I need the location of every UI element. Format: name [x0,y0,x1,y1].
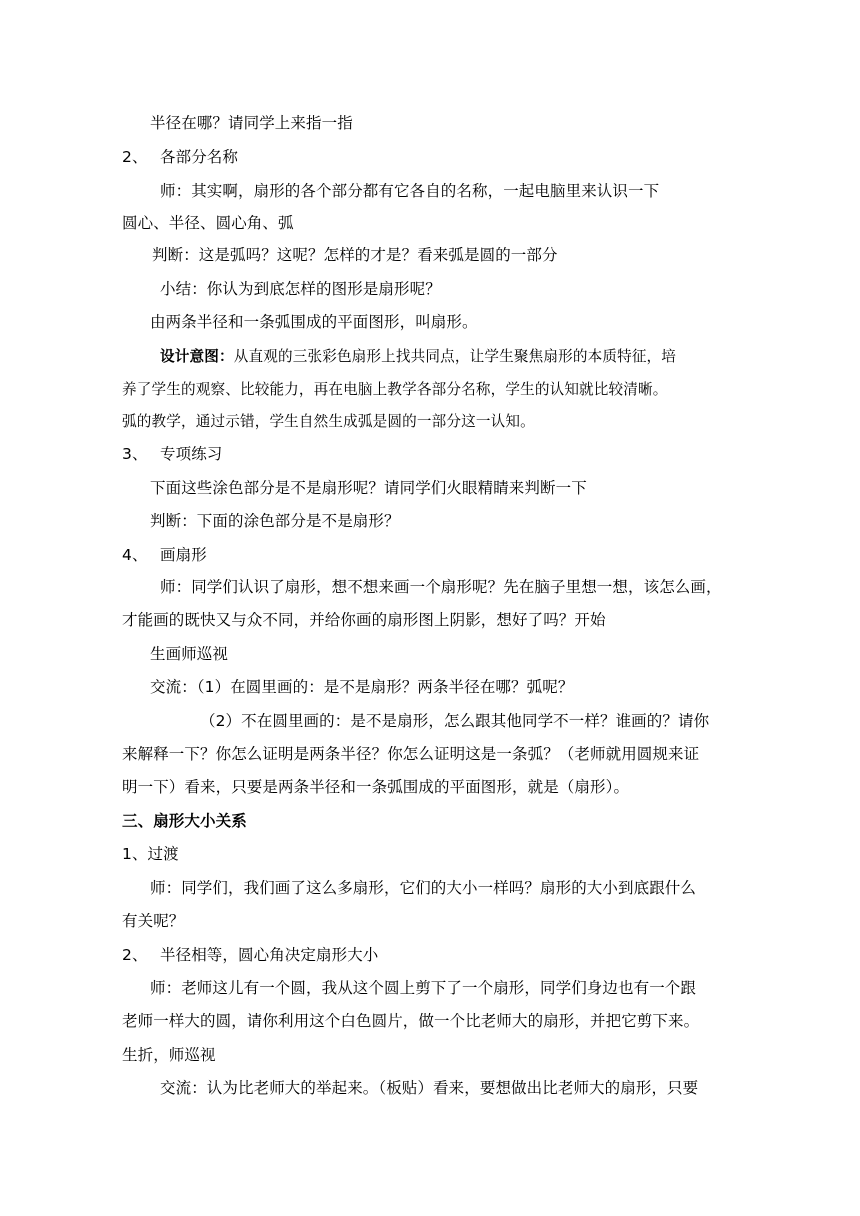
text-line: 半径在哪？请同学上来指一指 [150,114,353,132]
text-line: 来解释一下？你怎么证明是两条半径？你怎么证明这是一条弧？（老师就用圆规来证 [122,745,700,763]
text-line: 师：同学们认识了扇形，想不想来画一个扇形呢？先在脑子里想一想，该怎么画， [160,578,722,596]
text-line: 交流：（1）在圆里画的：是不是扇形？两条半径在哪？弧呢？ [150,678,574,696]
design-intent-paragraph [160,347,676,367]
text-line: 才能画的既快又与众不同，并给你画的扇形图上阴影，想好了吗？开始 [122,611,606,629]
text-line: 师：老师这儿有一个圆，我从这个圆上剪下了一个扇形，同学们身边也有一个跟 [150,979,697,997]
text-line: 判断：下面的涂色部分是不是扇形？ [150,512,400,530]
text-line: 老师一样大的圆，请你利用这个白色圆片，做一个比老师大的扇形，并把它剪下来。 [122,1012,700,1030]
section-title: 专项练习 [160,445,223,463]
text-line: 小结：你认为到底怎样的图形是扇形呢？ [160,280,441,298]
text-line: 养了学生的观察、比较能力，再在电脑上教学各部分名称，学生的认知就比较清晰。 [122,381,668,398]
section-heading [122,444,222,464]
text-line: 1、过渡 [122,845,179,863]
section-number: 4、 [122,546,148,564]
text-line: 弧的教学，通过示错，学生自然生成弧是圆的一部分这一认知。 [122,413,535,430]
text-line: 师：同学们，我们画了这么多扇形，它们的大小一样吗？扇形的大小到底跟什么 [150,879,697,897]
section-heading [122,945,378,965]
section-heading [122,545,207,565]
text-line: 由两条半径和一条弧围成的平面图形，叫扇形。 [150,313,478,331]
text-line: 师：其实啊，扇形的各个部分都有它各自的名称，一起电脑里来认识一下 [160,182,660,200]
text-line: 下面这些涂色部分是不是扇形呢？请同学们火眼精睛来判断一下 [150,479,587,497]
text-line: （2）不在圆里画的：是不是扇形，怎么跟其他同学不一样？谁画的？请你 [200,712,710,730]
section-title: 画扇形 [160,546,207,564]
design-intent-label: 设计意图： [160,348,234,365]
section-heading [122,147,238,167]
section-number: 2、 [122,148,148,166]
chapter-heading: 三、扇形大小关系 [122,812,247,830]
section-number: 3、 [122,445,148,463]
text-line: 生折，师巡视 [122,1046,216,1064]
text-line: 生画师巡视 [150,645,229,663]
text-line: 判断：这是弧吗？这呢？怎样的才是？看来弧是圆的一部分 [152,246,558,264]
text-line: 明一下）看来，只要是两条半径和一条弧围成的平面图形，就是（扇形）。 [122,778,630,796]
text-line: 有关呢？ [122,912,185,930]
section-number: 2、 [122,946,148,964]
text-line: 交流：认为比老师大的举起来。（板贴）看来，要想做出比老师大的扇形，只要 [160,1079,699,1097]
section-title: 半径相等，圆心角决定扇形大小 [160,946,379,964]
section-title: 各部分名称 [160,148,239,166]
text-line: 圆心、半径、圆心角、弧 [122,214,294,232]
design-intent-text: 从直观的三张彩色扇形上找共同点，让学生聚焦扇形的本质特征，培 [233,348,677,365]
